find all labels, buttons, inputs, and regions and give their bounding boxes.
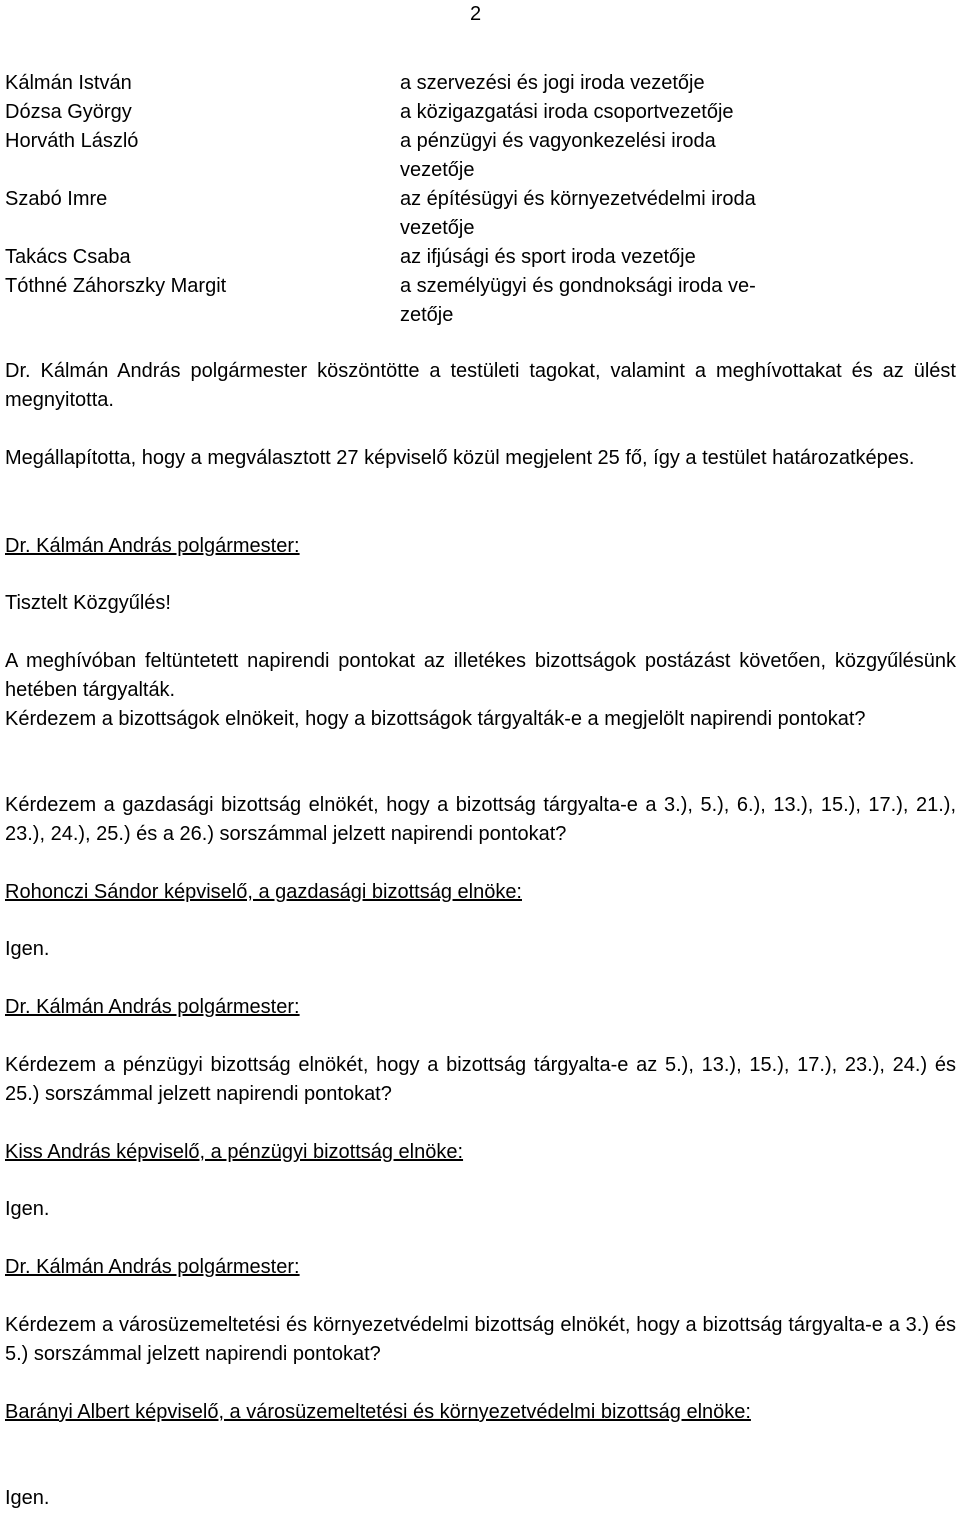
attendee-role-line: a szervezési és jogi iroda vezetője: [400, 72, 705, 94]
agenda-paragraph: [5, 647, 956, 734]
paragraph-text: Igen.: [5, 1487, 50, 1509]
attendee-role-line: a személyügyi és gondnoksági iroda ve-: [400, 275, 756, 297]
speaker-heading: [5, 993, 956, 1022]
paragraph-text: Dr. Kálmán András polgármester köszöntötte a testületi tagokat, valamint a meghívottakat és az ülést megnyitotta.: [5, 360, 956, 411]
attendee-row: [5, 185, 955, 243]
attendee-role-line: az építésügyi és környezetvédelmi iroda: [400, 188, 756, 210]
speaker-heading: [5, 1138, 956, 1167]
page-number: 2: [470, 3, 482, 25]
paragraph-text: Kérdezem a pénzügyi bizottság elnökét, hogy a bizottság tárgyalta-e az 5.), 13.), 15.), 17.), 23.), 24.) és 25.) sorszámmal jelzett napirendi pontokat?: [5, 1054, 956, 1105]
attendee-role: [400, 185, 855, 243]
attendee-name: Tóthné Záhorszky Margit: [5, 275, 227, 297]
paragraph-text: Tisztelt Közgyűlés!: [5, 592, 171, 614]
speaker-name: Kiss András képviselő, a pénzügyi bizottság elnöke:: [5, 1141, 464, 1163]
attendee-role-line: a pénzügyi és vagyonkezelési iroda: [400, 130, 716, 152]
paragraph-text: Kérdezem a gazdasági bizottság elnökét, hogy a bizottság tárgyalta-e a 3.), 5.), 6.), 13.), 15.), 17.), 21.), 23.), 24.), 25.) és a 26.) sorszámmal jelzett napirendi pontokat?: [5, 794, 956, 845]
attendee-name: Szabó Imre: [5, 188, 108, 210]
speaker-heading: [5, 878, 956, 907]
attendee-name: Horváth László: [5, 130, 139, 152]
attendee-list: [5, 69, 955, 330]
question-paragraph: [5, 791, 956, 849]
attendee-role-line: zetője: [400, 304, 454, 326]
answer: [5, 935, 956, 964]
speaker-name: Barányi Albert képviselő, a városüzemeltetési és környezetvédelmi bizottság elnöke:: [5, 1401, 751, 1423]
attendee-role: [400, 243, 855, 272]
answer: [5, 1484, 956, 1513]
attendee-name: Dózsa György: [5, 101, 132, 123]
attendee-row: [5, 98, 955, 127]
answer: [5, 1195, 956, 1224]
greeting: [5, 589, 956, 618]
attendee-row: [5, 272, 955, 330]
paragraph-text: Igen.: [5, 938, 50, 960]
paragraph-text: Kérdezem a bizottságok elnökeit, hogy a bizottságok tárgyalták-e a megjelölt napirendi pontokat?: [5, 708, 866, 730]
attendee-row: [5, 243, 955, 272]
speaker-heading: [5, 1253, 956, 1282]
attendee-role: [400, 272, 855, 330]
speaker-name: Dr. Kálmán András polgármester:: [5, 996, 300, 1018]
quorum-paragraph: [5, 444, 956, 473]
attendee-role: [400, 98, 855, 127]
attendee-role-line: vezetője: [400, 159, 475, 181]
attendee-row: [5, 127, 955, 185]
paragraph-text: Kérdezem a városüzemeltetési és környezetvédelmi bizottság elnökét, hogy a bizottság tárgyalta-e a 3.) és 5.) sorszámmal jelzett napirendi pontokat?: [5, 1314, 956, 1365]
speaker-heading: [5, 1398, 956, 1427]
paragraph-text: A meghívóban feltüntetett napirendi pontokat az illetékes bizottságok postázást követően, közgyűlésünk hetében tárgyalták.: [5, 650, 956, 701]
attendee-role-line: vezetője: [400, 217, 475, 239]
attendee-role-line: a közigazgatási iroda csoportvezetője: [400, 101, 734, 123]
attendee-name: Takács Csaba: [5, 246, 131, 268]
paragraph-text: Megállapította, hogy a megválasztott 27 képviselő közül megjelent 25 fő, így a testület határozatképes.: [5, 447, 915, 469]
speaker-name: Rohonczi Sándor képviselő, a gazdasági bizottság elnöke:: [5, 881, 522, 903]
attendee-row: [5, 69, 955, 98]
attendee-name: Kálmán István: [5, 72, 132, 94]
paragraph-text: Igen.: [5, 1198, 50, 1220]
question-paragraph: [5, 1051, 956, 1109]
attendee-role-line: az ifjúsági és sport iroda vezetője: [400, 246, 696, 268]
speaker-name: Dr. Kálmán András polgármester:: [5, 535, 300, 557]
speaker-name: Dr. Kálmán András polgármester:: [5, 1256, 300, 1278]
question-paragraph: [5, 1311, 956, 1369]
attendee-role: [400, 69, 855, 98]
opening-paragraph: [5, 357, 956, 415]
attendee-role: [400, 127, 855, 185]
speaker-heading: [5, 532, 956, 561]
